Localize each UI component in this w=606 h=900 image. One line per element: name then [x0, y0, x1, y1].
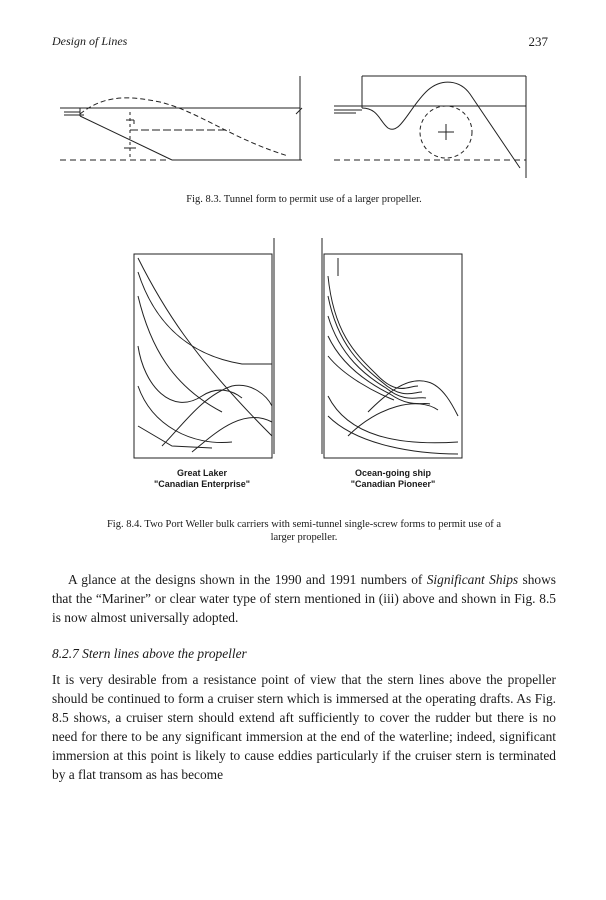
stern-contour	[362, 82, 520, 168]
figure-8-3-drawing	[50, 68, 530, 178]
left-label-line1: Great Laker	[176, 468, 228, 478]
right-label-line1: Ocean-going ship	[354, 468, 431, 478]
figure-8-4-caption-line2: larger propeller.	[270, 532, 338, 543]
page-number: 237	[528, 34, 548, 49]
figure-8-4-left-label	[132, 468, 272, 490]
hull-profile	[80, 116, 172, 160]
figure-8-4-caption-line1: Fig. 8.4. Two Port Weller bulk carriers with semi-tunnel single-screw forms to permit use of a	[106, 519, 502, 530]
paragraph-1-italic: Significant Ships	[426, 572, 519, 587]
figure-8-4-right-drawing	[318, 236, 464, 460]
paragraph-2-text: It is very desirable from a resistance point of view that the stern lines above the propeller should be continued to form a cruiser stern which is immersed at the operating drafts. As Fig. 8.5 shows, a cruiser stern should extend aft sufficiently to cover the rudder but there is no need for there to be any significant immersion at the end of the waterline; indeed, significant immersion at this point is likely to cause eddies particularly if the cruiser stern is terminated by a flat transom as has become	[52, 672, 556, 782]
figure-8-4-right-label	[318, 468, 468, 490]
figure-8-4-caption	[52, 518, 556, 544]
paragraph-1	[52, 570, 556, 627]
paragraph-1-text-a: A glance at the designs shown in the 1990 and 1991 numbers of	[68, 572, 427, 587]
right-label-line2: "Canadian Pioneer"	[350, 479, 436, 489]
tunnel-line	[80, 98, 288, 156]
paragraph-1-text-b: shows that the “Mariner” or clear water type of stern mentioned in (iii) above and shown in Fig. 8.5 is now almost universally adopted.	[52, 572, 556, 625]
section-heading: 8.2.7 Stern lines above the propeller	[52, 646, 247, 661]
left-label-line2: "Canadian Enterprise"	[153, 479, 251, 489]
figure-8-3-caption: Fig. 8.3. Tunnel form to permit use of a larger propeller.	[186, 194, 422, 205]
running-head: Design of Lines	[52, 34, 128, 48]
paragraph-2	[52, 670, 556, 784]
figure-8-4-left-drawing	[132, 236, 278, 460]
